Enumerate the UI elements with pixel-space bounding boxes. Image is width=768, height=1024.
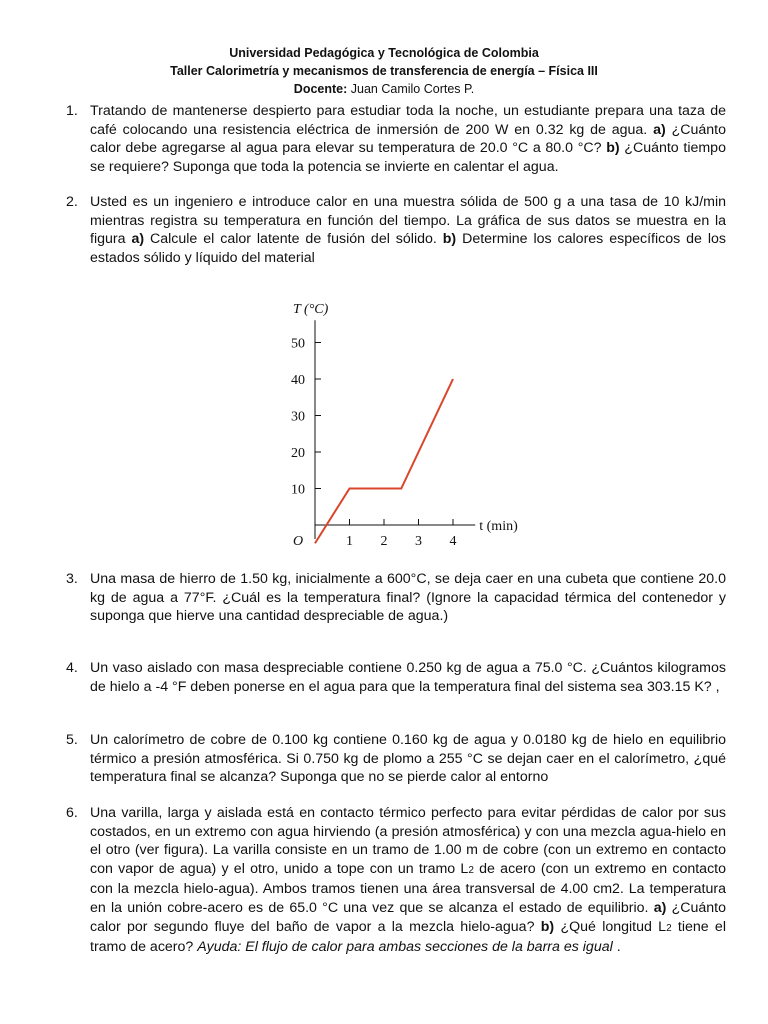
y-tick-label: 20: [291, 446, 305, 461]
part-b-label: b): [442, 231, 457, 248]
y-axis-label: T (°C): [293, 302, 329, 317]
question-text: [90, 102, 726, 176]
question-intro: Usted es un ingeniero e introduce calor en una muestra sólida de 500 g a una tasa de 10 kJ/min mientras registra su temperatura en función del tiempo. La gráfica de sus datos se muestra en la figura: [90, 194, 726, 248]
part-b-text: ¿Cuánto tiempo se requiere? Suponga que toda la potencia se invierte en calentar el agua.: [90, 140, 726, 175]
question-4: [66, 659, 726, 696]
y-tick-label: 30: [291, 409, 305, 425]
question-number: 3.: [66, 571, 78, 587]
question-2: [66, 193, 726, 267]
question-number: 4.: [66, 660, 78, 676]
course-title: Taller Calorimetría y mecanismos de transferencia de energía – Física III: [170, 64, 598, 78]
question-1: [66, 102, 726, 176]
question-text: [90, 804, 726, 957]
question-number: 2.: [66, 194, 78, 210]
temperature-time-chart: [270, 295, 520, 555]
question-text: [90, 193, 726, 267]
y-tick-label: 50: [291, 336, 305, 352]
part-b-text: ¿Qué longitud L: [560, 918, 667, 935]
question-3: [66, 570, 726, 626]
part-b-text: Determine los calores específicos de los estados sólido y líquido del material: [90, 231, 726, 266]
teacher-label: Docente:: [293, 82, 348, 96]
question-text: Una masa de hierro de 1.50 kg, inicialmente a 600°C, se deja caer en una cubeta que contiene 20.0 kg de agua a 77°F. ¿Cuál es la temperatura final? (Ignore la capacidad térmica del contenedor y suponga que hierve una cantidad despreciable de agua.): [90, 571, 726, 625]
y-tick-label: 10: [291, 482, 305, 498]
question-5: [66, 731, 726, 787]
part-a-text: ¿Cuánto calor por segundo fluye del baño de vapor a la mezcla hielo-agua?: [90, 899, 726, 935]
part-b-text-cont: tiene el tramo de acero?: [90, 918, 726, 956]
part-b-label: b): [606, 140, 620, 157]
x-tick-label: 1: [346, 534, 353, 549]
part-a-label: a): [653, 899, 667, 916]
part-b-label: b): [540, 918, 555, 935]
part-a-label: a): [653, 121, 666, 138]
subscript: 2: [468, 864, 474, 876]
question-6: [66, 804, 726, 957]
question-number: 1.: [66, 103, 78, 119]
part-a-text: ¿Cuánto calor debe agregarse al agua para elevar su temperatura de 20.0 °C a 80.0 °C?: [90, 121, 726, 157]
part-a-text: Calcule el calor latente de fusión del sólido.: [150, 231, 437, 248]
question-intro: Tratando de mantenerse despierto para estudiar toda la noche, un estudiante prepara una taza de café colocando una resistencia eléctrica de inmersión de 200 W en 0.32 kg de agua.: [90, 103, 726, 138]
question-text: Un calorímetro de cobre de 0.100 kg contiene 0.160 kg de agua y 0.0180 kg de hielo en equilibrio térmico a presión atmosférica. Si 0.750 kg de plomo a 255 °C se dejan caer en el calorímetro, ¿qué temperatura final se alcanza? Suponga que no se pierde calor al entorno: [90, 732, 726, 786]
hint-text: Ayuda: El flujo de calor para ambas secciones de la barra es igual: [197, 939, 613, 956]
end-mark: .: [612, 939, 621, 956]
x-axis-label: t (min): [479, 519, 518, 534]
question-number: 6.: [66, 805, 78, 821]
question-number: 5.: [66, 732, 78, 748]
x-tick-label: 3: [415, 534, 422, 549]
data-line: [315, 379, 453, 543]
part-a-label: a): [131, 231, 145, 248]
teacher-name: Juan Camilo Cortes P.: [350, 82, 475, 96]
document-header: [0, 44, 768, 98]
y-tick-label: 40: [291, 373, 305, 388]
x-tick-label: 2: [380, 534, 388, 549]
university-title: Universidad Pedagógica y Tecnológica de Colombia: [229, 46, 539, 60]
x-tick-label: 4: [449, 534, 457, 549]
question-intro: Una varilla, larga y aislada está en contacto térmico perfecto para evitar pérdidas de calor por sus costados, en un extremo con agua hirviendo (a presión atmosférica) y con una mezcla agua-hielo en el otro (ver figura). La varilla consiste en un tramo de 1.00 m de cobre (con un extremo en contacto con vapor de agua) y el otro, unido a tope con un tramo L: [90, 805, 726, 877]
teacher-line: [0, 80, 768, 98]
question-text: Un vaso aislado con masa despreciable contiene 0.250 kg de agua a 75.0 °C. ¿Cuántos kilogramos de hielo a -4 °F deben ponerse en el agua para que la temperatura final del sistema sea 303.15 K? ,: [90, 660, 726, 695]
origin-label: O: [293, 534, 304, 549]
subscript: 2: [666, 922, 672, 934]
question-intro-cont: de acero (con un extremo en contacto con la mezcla hielo-agua). Ambos tramos tienen una área transversal de 4.00 cm2. La temperatura en la unión cobre-acero es de 65.0 °C una vez que se alcanza el estado de equilibrio.: [90, 860, 727, 916]
